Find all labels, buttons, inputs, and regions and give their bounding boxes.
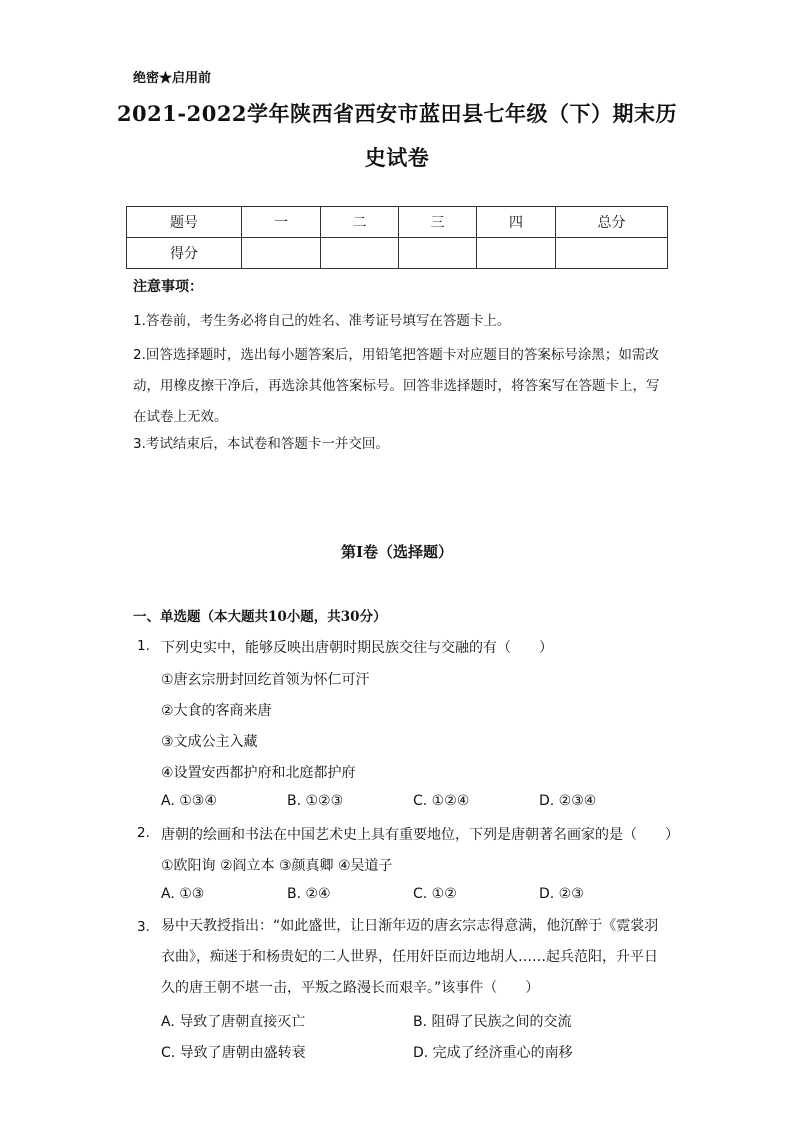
score-table-header-cell: 一 (242, 207, 321, 238)
score-row-label: 得分 (127, 238, 242, 269)
score-cell[interactable] (242, 238, 321, 269)
answer-option-a[interactable]: A. ①③④ (161, 793, 217, 809)
section-title: 第I卷（选择题） (340, 543, 454, 561)
confidential-label: 绝密★启用前 (133, 71, 212, 86)
answer-option-c[interactable]: C. ①②④ (413, 793, 470, 809)
score-table-header-row (127, 207, 668, 238)
score-table-header-cell: 总分 (556, 207, 668, 238)
exam-title-line2: 史试卷 (364, 145, 430, 170)
answer-option-a[interactable]: A. 导致了唐朝直接灭亡 (161, 1014, 306, 1030)
answer-option-c[interactable]: C. 导致了唐朝由盛转衰 (161, 1045, 306, 1061)
answer-option-b[interactable]: B. ①②③ (287, 793, 344, 809)
score-cell[interactable] (477, 238, 556, 269)
notes-heading: 注意事项： (133, 279, 203, 295)
score-table-header-cell: 题号 (127, 207, 242, 238)
question-item: ②大食的客商来唐 (161, 703, 272, 719)
score-table-score-row (127, 238, 668, 269)
note-item-2: 2.回答选择题时，选出每小题答案后，用铅笔把答题卡对应题目的答案标号涂黑；如需改动，用橡皮擦干净后，再选涂其他答案标号。回答非选择题时，将答案写在答题卡上，写在试卷上无效。 (133, 347, 660, 425)
question-item: ④设置安西都护府和北庭都护府 (161, 765, 356, 781)
question-number: 1. (137, 638, 150, 654)
score-table-header-cell: 三 (399, 207, 477, 238)
part-title: 一、单选题（本大题共10小题，共30分） (133, 609, 387, 625)
answer-option-b[interactable]: B. 阻碍了民族之间的交流 (413, 1014, 572, 1030)
score-table-header-cell: 二 (321, 207, 399, 238)
question-item: ①欧阳询 ②阎立本 ③颜真卿 ④吴道子 (161, 858, 393, 874)
score-cell[interactable] (556, 238, 668, 269)
answer-option-c[interactable]: C. ①② (413, 886, 457, 902)
question-number: 2. (137, 825, 150, 841)
note-item-1: 1.答卷前，考生务必将自己的姓名、准考证号填写在答题卡上。 (133, 313, 511, 329)
answer-option-a[interactable]: A. ①③ (161, 886, 205, 902)
score-table-header-cell: 四 (477, 207, 556, 238)
question-number: 3. (137, 919, 150, 935)
question-item: ③文成公主入藏 (161, 734, 258, 750)
note-item-3: 3.考试结束后，本试卷和答题卡一并交回。 (133, 436, 389, 452)
answer-option-d[interactable]: D. 完成了经济重心的南移 (413, 1045, 573, 1061)
answer-option-d[interactable]: D. ②③ (539, 886, 584, 902)
exam-title-line1: 2021-2022学年陕西省西安市蓝田县七年级（下）期末历 (116, 101, 678, 126)
score-cell[interactable] (321, 238, 399, 269)
score-cell[interactable] (399, 238, 477, 269)
question-stem: 下列史实中，能够反映出唐朝时期民族交往与交融的有（ ） (161, 640, 553, 656)
score-table (126, 206, 668, 269)
question-stem: 唐朝的绘画和书法在中国艺术史上具有重要地位，下列是唐朝著名画家的是（ ） (161, 827, 679, 843)
question-item: ①唐玄宗册封回纥首领为怀仁可汗 (161, 672, 370, 688)
answer-option-d[interactable]: D. ②③④ (539, 793, 597, 809)
question-stem: 易中天教授指出：“如此盛世，让日渐年迈的唐玄宗志得意满，他沉醉于《霓裳羽衣曲》，痴迷于和杨贵妃的二人世界，任用奸臣而边地胡人……起兵范阳，升平日久的唐王朝不堪一击，平叛之路漫长而艰辛。”该事件（ ） (161, 918, 659, 996)
answer-option-b[interactable]: B. ②④ (287, 886, 331, 902)
